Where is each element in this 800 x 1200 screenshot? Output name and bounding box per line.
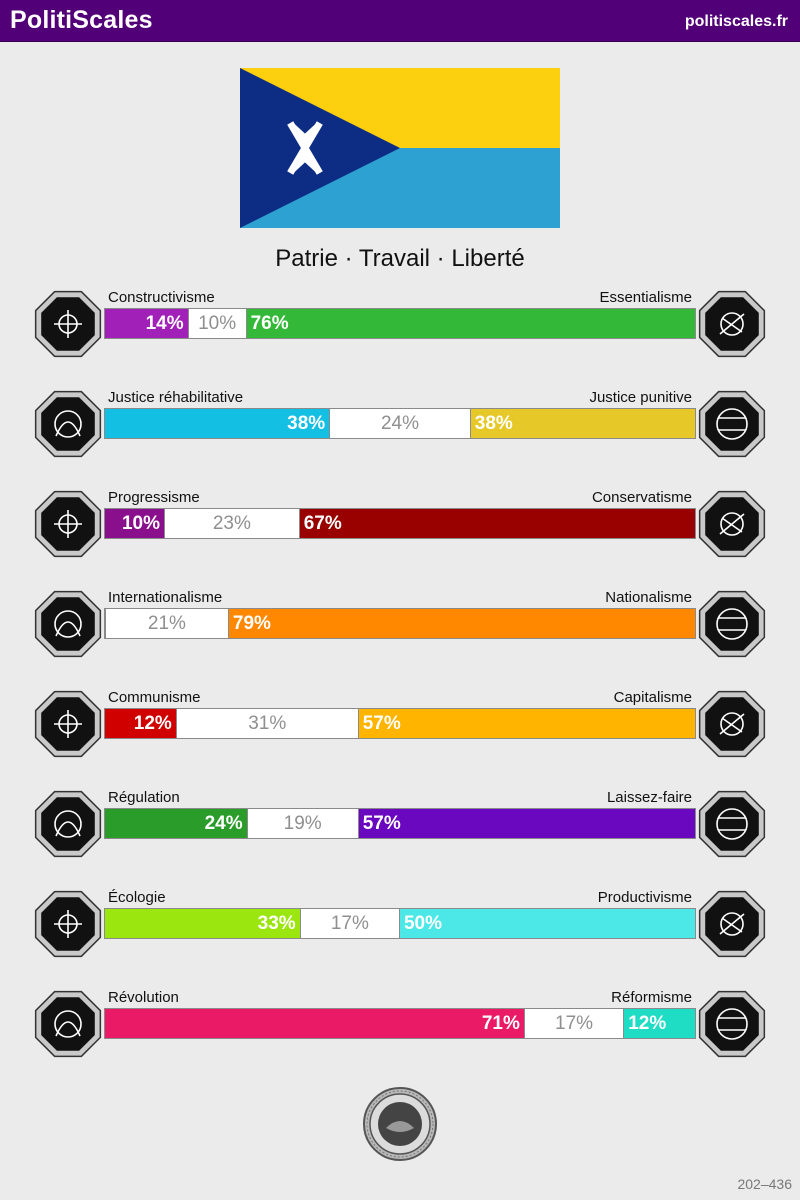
right-segment: 67% [300,509,695,538]
brand-title[interactable]: PolitiScales [10,6,153,34]
right-emblem [696,288,768,360]
right-emblem [696,788,768,860]
gear-icon [696,888,768,960]
result-code: 202–436 [737,1176,792,1192]
header-bar [0,0,800,42]
axis-bar [104,808,696,839]
neutral-segment: 17% [300,909,400,938]
left-emblem [32,488,104,560]
site-url[interactable]: politiscales.fr [684,13,788,30]
right-segment: 12% [624,1009,695,1038]
handshake-icon [32,388,104,460]
right-emblem [696,888,768,960]
right-segment: 57% [359,809,695,838]
axis-right-label: Capitalisme [613,689,692,706]
eye-icon [32,288,104,360]
left-emblem [32,688,104,760]
axis-right-label: Nationalisme [605,589,692,606]
neutral-segment: 23% [164,509,300,538]
axis-left-label: Constructivisme [108,289,215,306]
axis-left-label: Justice réhabilitative [108,389,244,406]
axis-right-label: Productivisme [597,889,692,906]
right-segment: 38% [471,409,695,438]
left-emblem [32,888,104,960]
right-segment: 76% [247,309,695,338]
right-emblem [696,388,768,460]
axis-bar [104,308,696,339]
axis-bar [104,908,696,939]
right-emblem [696,688,768,760]
left-emblem [32,388,104,460]
neutral-segment: 10% [188,309,247,338]
right-emblem [696,588,768,660]
left-segment: 24% [105,809,247,838]
left-segment: 33% [105,909,300,938]
right-segment: 79% [229,609,695,638]
axis-bar [104,1008,696,1039]
left-segment: 71% [105,1009,524,1038]
left-emblem [32,788,104,860]
axis-bar [104,608,696,639]
left-segment: 38% [105,409,329,438]
waving-flag-icon [696,588,768,660]
parliament-icon [696,988,768,1060]
axis-row [0,388,800,468]
axis-left-label: Révolution [108,989,179,1006]
axis-right-label: Conservatisme [591,489,692,506]
axis-right-label: Justice punitive [589,389,692,406]
quill-pen-icon [696,488,768,560]
sprout-icon [32,888,104,960]
right-segment: 57% [359,709,695,738]
neutral-segment: 31% [176,709,359,738]
axis-row [0,988,800,1068]
right-emblem [696,488,768,560]
ruler-icon [32,788,104,860]
neutral-segment: 21% [105,609,229,638]
neutral-segment: 19% [247,809,359,838]
flower-icon [696,288,768,360]
flag-image [240,68,560,228]
axis-bar [104,708,696,739]
slogan: Patrie · Travail · Liberté [275,245,525,272]
axis-right-label: Laissez-faire [606,789,692,806]
axis-row [0,488,800,568]
raised-fist-icon [32,988,104,1060]
seal-icon [362,1086,438,1162]
axis-right-label: Réformisme [611,989,692,1006]
axis-bar [104,408,696,439]
neutral-segment: 24% [329,409,471,438]
globe-laurel-icon [32,588,104,660]
prison-bars-icon [696,388,768,460]
axis-left-label: Régulation [108,789,180,806]
right-emblem [696,988,768,1060]
axis-row [0,288,800,368]
left-segment: 12% [105,709,176,738]
left-emblem [32,988,104,1060]
rocket-icon [32,488,104,560]
axis-right-label: Essentialisme [599,289,692,306]
butterfly-icon [696,788,768,860]
axis-bar [104,508,696,539]
axis-left-label: Progressisme [108,489,200,506]
money-bag-icon [696,688,768,760]
axis-row [0,588,800,668]
axis-left-label: Communisme [108,689,201,706]
axis-left-label: Internationalisme [108,589,223,606]
hammer-sickle-icon [32,688,104,760]
axis-left-label: Écologie [108,889,166,906]
left-segment: 14% [105,309,188,338]
axis-row [0,788,800,868]
left-emblem [32,288,104,360]
left-segment: 10% [105,509,164,538]
neutral-segment: 17% [524,1009,624,1038]
right-segment: 50% [400,909,695,938]
axis-row [0,688,800,768]
left-emblem [32,588,104,660]
axis-row [0,888,800,968]
